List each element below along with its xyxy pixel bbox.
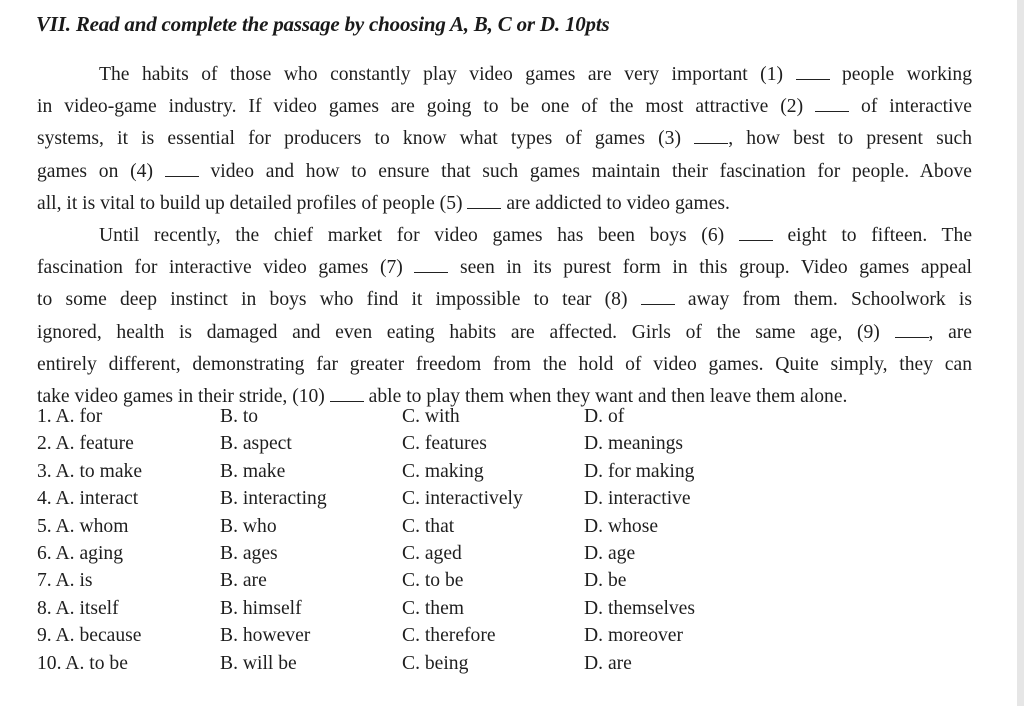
option-a: 2. A. feature xyxy=(37,433,134,455)
passage-line xyxy=(37,317,972,349)
option-c: C. making xyxy=(402,460,484,482)
option-d: D. be xyxy=(584,570,627,592)
passage-text: in video-game industry. If video games are going to be one of the most attractive (2) xyxy=(37,96,804,118)
passage-text: fascination for interactive video games (7) xyxy=(37,257,403,279)
passage-text: people working xyxy=(842,64,973,85)
passage-text: of interactive xyxy=(861,96,972,118)
option-b: B. make xyxy=(220,460,286,482)
reading-passage xyxy=(37,59,972,413)
blank-2 xyxy=(815,96,849,112)
passage-line xyxy=(37,381,972,413)
passage-text: to some deep instinct in boys who find it impossible to tear (8) xyxy=(37,289,628,311)
option-c: C. therefore xyxy=(402,625,496,647)
passage-text: able to play them when they want and then leave them alone. xyxy=(368,386,848,408)
blank-4 xyxy=(165,161,199,177)
option-a: 5. A. whom xyxy=(37,515,129,537)
option-c: C. to be xyxy=(402,570,464,592)
option-c: C. interactively xyxy=(402,488,523,510)
passage-text: games on (4) xyxy=(37,160,153,182)
option-b: B. interacting xyxy=(220,488,327,510)
passage-line xyxy=(37,220,972,252)
option-d: D. themselves xyxy=(584,597,696,619)
option-a: 9. A. because xyxy=(37,625,142,647)
option-c: C. being xyxy=(402,652,469,674)
option-a: 3. A. to make xyxy=(37,460,143,482)
passage-text: ignored, health is damaged and even eating habits are affected. Girls of the same age, (9) xyxy=(37,321,880,343)
option-a: 8. A. itself xyxy=(37,597,119,619)
blank-10 xyxy=(330,386,364,402)
blank-7 xyxy=(414,257,448,273)
passage-line xyxy=(37,188,972,220)
blank-3 xyxy=(694,128,728,144)
passage-line xyxy=(37,59,972,91)
option-c: C. aged xyxy=(402,542,462,564)
option-b: B. however xyxy=(220,625,311,647)
passage-text: The habits of those who constantly play video games are very important (1) xyxy=(99,64,784,85)
option-d: D. of xyxy=(584,406,625,427)
passage-text: , how best to present such xyxy=(728,128,973,150)
option-b: B. aspect xyxy=(220,433,292,455)
blank-8 xyxy=(641,289,675,305)
option-c: C. them xyxy=(402,597,465,619)
option-d: D. interactive xyxy=(584,488,691,510)
passage-text: are addicted to video games. xyxy=(506,192,730,214)
option-c: C. with xyxy=(402,406,460,427)
option-d: D. moreover xyxy=(584,625,684,647)
passage-text: , are xyxy=(928,321,973,343)
option-b: B. himself xyxy=(220,597,302,619)
passage-line xyxy=(37,156,972,188)
option-b: B. are xyxy=(220,570,267,592)
passage-line xyxy=(37,349,972,381)
option-a: 1. A. for xyxy=(37,406,103,427)
passage-text: systems, it is essential for producers to know what types of games (3) xyxy=(37,128,682,150)
blank-6 xyxy=(739,225,773,241)
section-heading: VII. Read and complete the passage by choosing A, B, C or D. 10pts xyxy=(36,12,610,36)
passage-line xyxy=(37,252,972,284)
option-a: 4. A. interact xyxy=(37,488,139,510)
option-b: B. who xyxy=(220,515,277,537)
passage-text: Until recently, the chief market for video games has been boys (6) xyxy=(99,225,725,247)
passage-text: video and how to ensure that such games maintain their fascination for people. Above xyxy=(210,160,972,182)
page-edge-scrollbar[interactable] xyxy=(1017,0,1024,706)
passage-text: all, it is vital to build up detailed profiles of people (5) xyxy=(37,192,463,214)
option-d: D. age xyxy=(584,542,636,564)
blank-9 xyxy=(895,322,929,338)
option-d: D. are xyxy=(584,652,632,674)
option-d: D. whose xyxy=(584,515,659,537)
passage-text: take video games in their stride, (10) xyxy=(37,386,325,408)
passage-text: away from them. Schoolwork is xyxy=(687,289,972,311)
option-d: D. meanings xyxy=(584,433,684,455)
option-b: B. to xyxy=(220,406,259,427)
passage-text: seen in its purest form in this group. Video games appeal xyxy=(459,257,972,279)
option-b: B. will be xyxy=(220,652,297,674)
option-b: B. ages xyxy=(220,542,278,564)
passage-line xyxy=(37,284,972,316)
passage-line xyxy=(37,91,972,123)
blank-5 xyxy=(467,193,501,209)
blank-1 xyxy=(796,64,830,80)
passage-line xyxy=(37,123,972,155)
option-a: 7. A. is xyxy=(37,570,93,592)
passage-text: entirely different, demonstrating far greater freedom from the hold of video games. Quite simply, they can xyxy=(37,353,972,375)
option-c: C. features xyxy=(402,433,487,455)
option-d: D. for making xyxy=(584,460,695,482)
option-a: 6. A. aging xyxy=(37,542,123,564)
option-c: C. that xyxy=(402,515,455,537)
option-a: 10. A. to be xyxy=(37,652,128,674)
passage-text: eight to fifteen. The xyxy=(787,225,973,247)
